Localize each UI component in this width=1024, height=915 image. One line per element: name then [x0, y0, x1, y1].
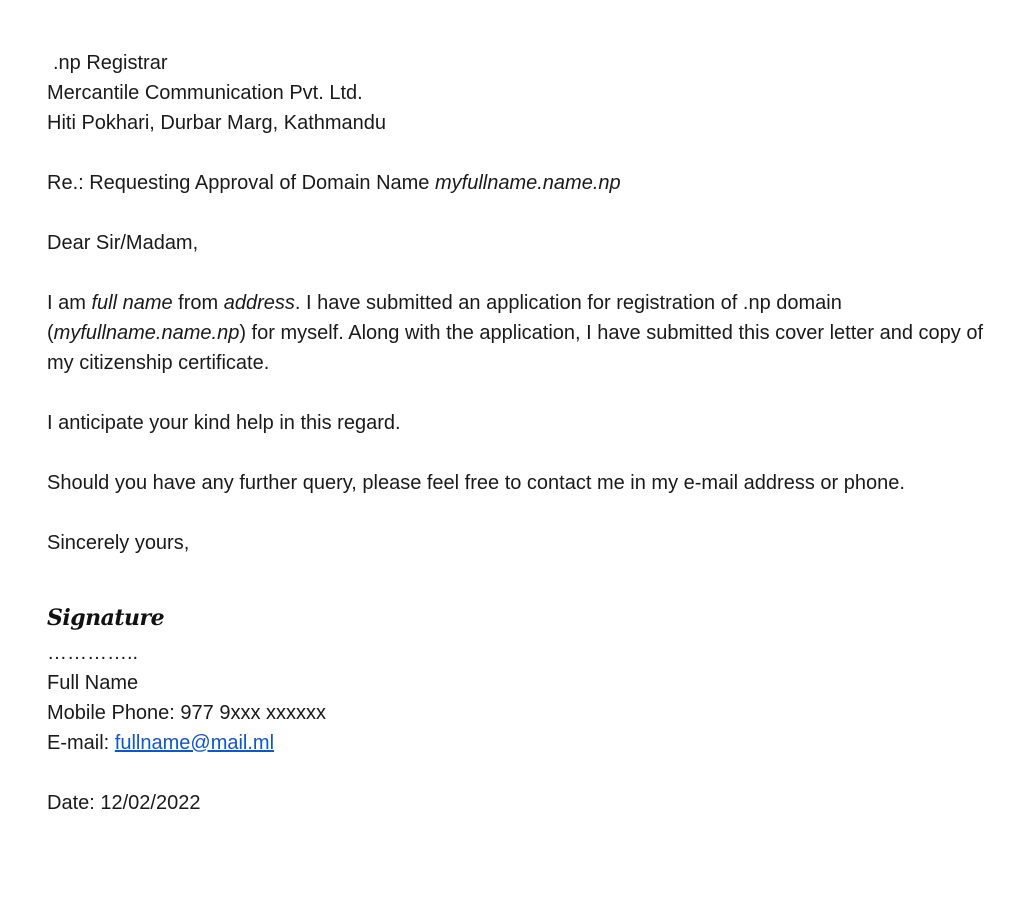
body1-text-3: . I have submitted an application for registration of .np domain ( — [47, 292, 842, 344]
salutation: Dear Sir/Madam, — [47, 232, 199, 254]
body1-address: address — [223, 292, 295, 314]
email-label: E-mail: — [47, 732, 115, 754]
signature: Signature — [47, 605, 165, 631]
body1-text-1: I am — [47, 292, 92, 314]
closing: Sincerely yours, — [47, 532, 190, 554]
recipient-line-2: Mercantile Communication Pvt. Ltd. — [47, 82, 363, 104]
email-line — [47, 728, 997, 758]
body1-domain: myfullname.name.np — [53, 322, 240, 344]
email-link[interactable]: fullname@mail.ml — [114, 732, 275, 754]
body1-text-2: from — [172, 292, 224, 314]
subject-domain: myfullname.name.np — [434, 172, 621, 194]
body-paragraph-1 — [47, 288, 997, 378]
body-paragraph-3: Should you have any further query, please feel free to contact me in my e-mail address or phone. — [47, 472, 905, 494]
subject-prefix: Re.: Requesting Approval of Domain Name — [47, 172, 435, 194]
recipient-address — [47, 48, 997, 138]
signature-block — [47, 598, 997, 818]
subject-line — [47, 168, 997, 198]
recipient-line-1: .np Registrar — [53, 52, 168, 74]
body1-name: full name — [91, 292, 173, 314]
mobile-phone: Mobile Phone: 977 9xxx xxxxxx — [47, 702, 327, 724]
recipient-line-3: Hiti Pokhari, Durbar Marg, Kathmandu — [47, 112, 387, 134]
body-paragraph-2: I anticipate your kind help in this regard. — [47, 412, 401, 434]
full-name: Full Name — [47, 672, 139, 694]
body1-text-4: ) for myself. Along with the application, I have submitted this cover letter and copy of my citizenship certificate. — [47, 322, 984, 374]
date: Date: 12/02/2022 — [47, 792, 201, 814]
letter-document — [47, 48, 997, 818]
signature-dots: ………….. — [47, 642, 139, 664]
